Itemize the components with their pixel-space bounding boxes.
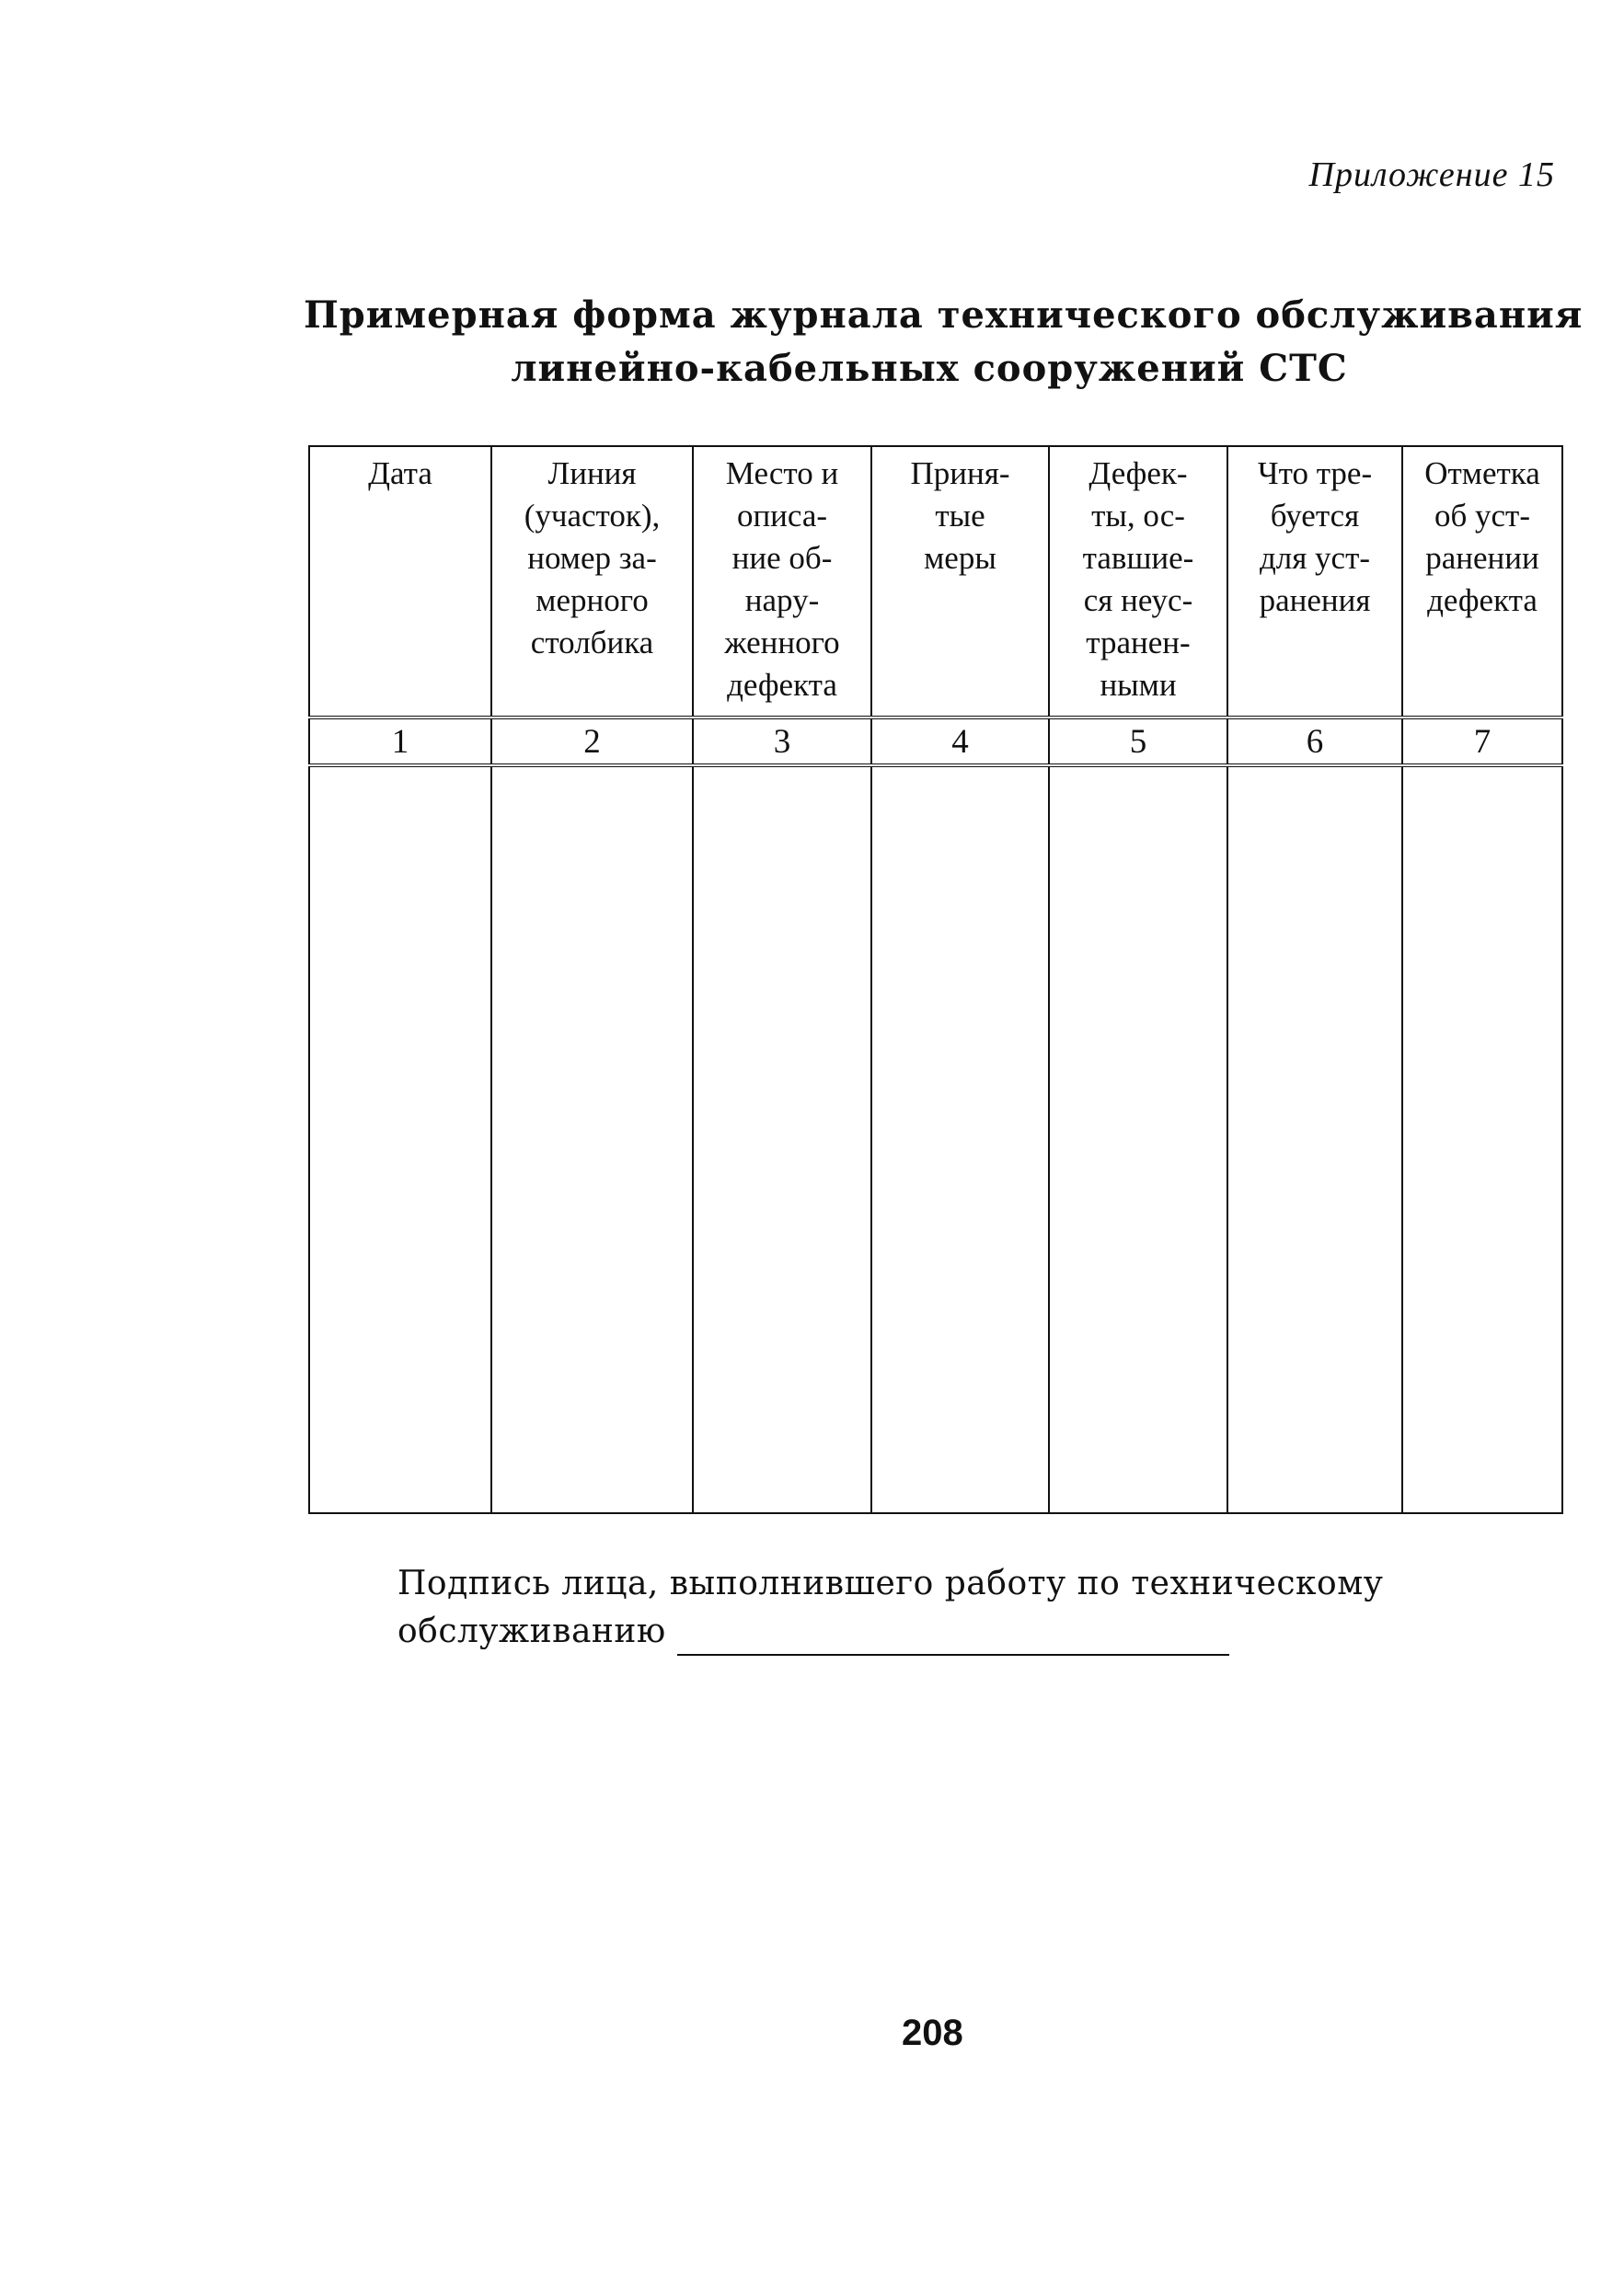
column-number: 4 (871, 718, 1049, 765)
signature-text-line-2: обслуживанию (397, 1613, 666, 1650)
header-required-for-repair: Что тре- буется для уст- ранения (1227, 446, 1402, 718)
header-defect-location: Место и описа- ние об- нару- женного дефекта (693, 446, 871, 718)
column-number: 2 (491, 718, 693, 765)
column-number: 7 (1402, 718, 1562, 765)
title-line-2: линейно-кабельных сооружений СТС (511, 347, 1348, 390)
entry-cell-date[interactable] (309, 765, 491, 1513)
header-repair-mark: Отметка об уст- ранении дефекта (1402, 446, 1562, 718)
page-number: 208 (902, 2013, 963, 2053)
table-body-row (309, 765, 1562, 1513)
column-number-row (309, 718, 1562, 765)
entry-cell-repair-mark[interactable] (1402, 765, 1562, 1513)
signature-field[interactable] (677, 1621, 1229, 1656)
entry-cell-line-section[interactable] (491, 765, 693, 1513)
header-line-section: Линия (участок), номер за- мерного столбика (491, 446, 693, 718)
signature-text-line-1: Подпись лица, выполнившего работу по техническому (397, 1565, 1384, 1602)
maintenance-log-table (308, 445, 1563, 1514)
signature-block (397, 1560, 1502, 1656)
document-title (304, 289, 1584, 396)
column-number: 5 (1049, 718, 1227, 765)
column-number: 3 (693, 718, 871, 765)
table-header-row (309, 446, 1562, 718)
entry-cell-required-for-repair[interactable] (1227, 765, 1402, 1513)
title-line-1: Примерная форма журнала технического обслуживания (304, 293, 1584, 337)
entry-cell-defect-location[interactable] (693, 765, 871, 1513)
header-remaining-defects: Дефек- ты, ос- тавшие- ся неус- транен- ными (1049, 446, 1227, 718)
entry-cell-remaining-defects[interactable] (1049, 765, 1227, 1513)
entry-cell-measures-taken[interactable] (871, 765, 1049, 1513)
signature-text-line-2-wrapper (397, 1608, 1502, 1656)
header-date: Дата (309, 446, 491, 718)
header-measures-taken: Приня- тые меры (871, 446, 1049, 718)
column-number: 1 (309, 718, 491, 765)
appendix-label: Приложение 15 (1308, 155, 1555, 194)
column-number: 6 (1227, 718, 1402, 765)
